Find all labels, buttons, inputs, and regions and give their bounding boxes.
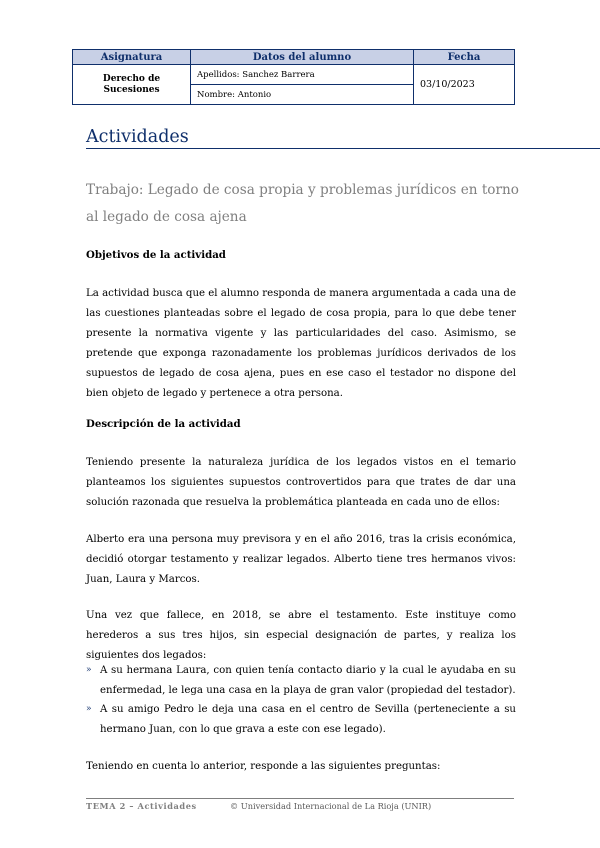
header-table	[72, 49, 515, 105]
name-field: Nombre: Antonio	[191, 85, 414, 105]
title-divider	[86, 148, 600, 149]
legacy-list	[86, 661, 516, 739]
subject-cell: Derecho de Sucesiones	[73, 65, 191, 105]
description-heading: Descripción de la actividad	[86, 418, 241, 430]
footer-divider	[86, 798, 514, 799]
footer-topic: TEMA 2 – Actividades	[86, 801, 197, 811]
closing-paragraph: Teniendo en cuenta lo anterior, responde a las siguientes preguntas:	[86, 761, 441, 772]
assignment-subtitle: Trabajo: Legado de cosa propia y problemas jurídicos en torno al legado de cosa ajena	[86, 182, 519, 225]
description-intro: Teniendo presente la naturaleza jurídica de los legados vistos en el temario planteamos los siguientes supuestos controvertidos para que trates de dar una solución razonada que resuelva la problemática planteada en cada uno de ellos:	[86, 457, 516, 508]
footer-copyright: © Universidad Internacional de La Rioja (UNIR)	[230, 801, 432, 811]
col-date-header: Fecha	[414, 50, 515, 65]
list-item	[86, 661, 516, 700]
list-item-text: A su hermana Laura, con quien tenía contacto diario y la cual le ayudaba en su enfermedad, le lega una casa en la playa de gran valor (propiedad del testador).	[100, 665, 516, 696]
case-paragraph-2: Una vez que fallece, en 2018, se abre el testamento. Este instituye como herederos a sus tres hijos, sin especial designación de partes, y realiza los siguientes dos legados:	[86, 610, 516, 661]
col-student-header: Datos del alumno	[191, 50, 414, 65]
date-cell: 03/10/2023	[414, 65, 515, 105]
case-paragraph-1: Alberto era una persona muy previsora y en el año 2016, tras la crisis económica, decidió otorgar testamento y realizar legados. Alberto tiene tres hermanos vivos: Juan, Laura y Marcos.	[86, 534, 516, 585]
list-item	[86, 700, 516, 739]
objectives-heading: Objetivos de la actividad	[86, 249, 226, 261]
objectives-paragraph: La actividad busca que el alumno responda de manera argumentada a cada una de las cuestiones planteadas sobre el legado de cosa propia, para lo que debe tener presente la normativa vigente y las particularidades del caso. Asimismo, se pretende que exponga razonadamente los problemas jurídicos derivados de los supuestos de legado de cosa ajena, pues en ese caso el testador no dispone del bien objeto de legado y pertenece a otra persona.	[86, 288, 516, 399]
list-item-text: A su amigo Pedro le deja una casa en el centro de Sevilla (perteneciente a su hermano Juan, con lo que grava a este con ese legado).	[100, 704, 516, 735]
bullet-marker-icon: »	[86, 704, 92, 714]
col-subject-header: Asignatura	[73, 50, 191, 65]
surname-field: Apellidos: Sanchez Barrera	[191, 65, 414, 85]
bullet-marker-icon: »	[86, 665, 92, 675]
page-title: Actividades	[86, 127, 189, 147]
